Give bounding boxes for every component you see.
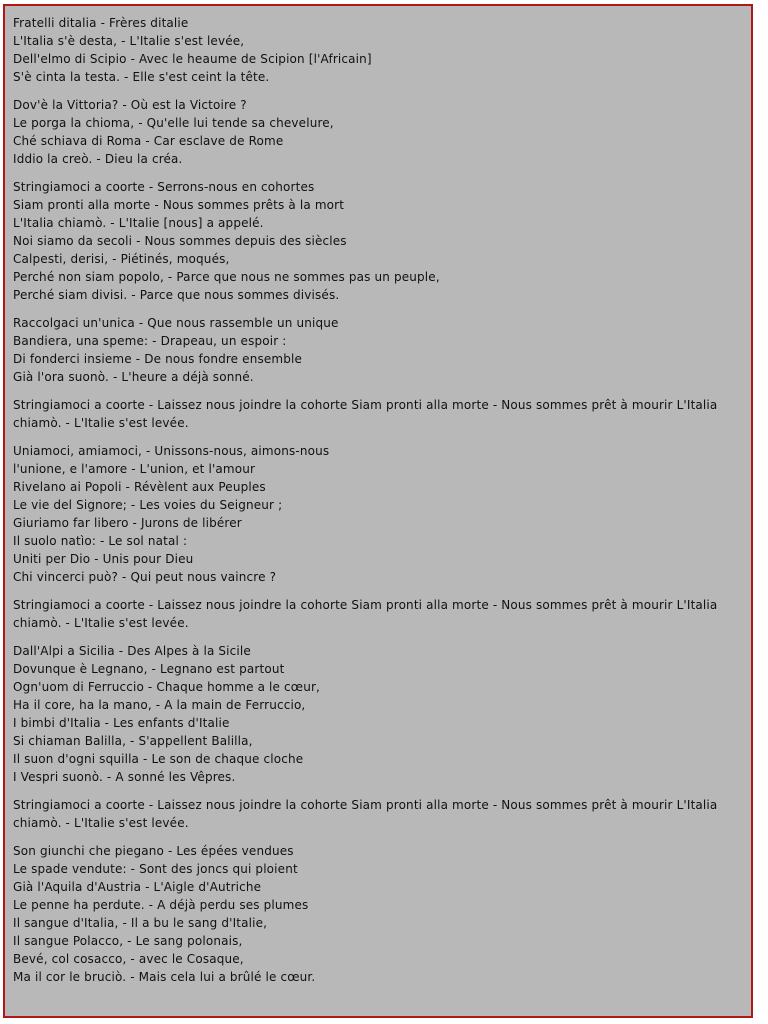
stanza xyxy=(13,642,745,786)
lyric-line: S'è cinta la testa. - Elle s'est ceint la tête. xyxy=(13,70,270,84)
lyric-line: Già l'ora suonò. - L'heure a déjà sonné. xyxy=(13,370,254,384)
lyric-line: Bevé, col cosacco, - avec le Cosaque, xyxy=(13,952,244,966)
lyric-line: Il suon d'ogni squilla - Le son de chaque cloche xyxy=(13,752,304,766)
lyric-line: Giuriamo far libero - Jurons de libérer xyxy=(13,516,242,530)
lyric-line: Dov'è la Vittoria? - Où est la Victoire ? xyxy=(13,98,247,112)
lyric-line: Ma il cor le bruciò. - Mais cela lui a brûlé le cœur. xyxy=(13,970,316,984)
lyric-line: Bandiera, una speme: - Drapeau, un espoir : xyxy=(13,334,287,348)
lyric-line: l'unione, e l'amore - L'union, et l'amour xyxy=(13,462,256,476)
lyric-line: Il suolo natìo: - Le sol natal : xyxy=(13,534,188,548)
lyric-line: Le porga la chioma, - Qu'elle lui tende sa chevelure, xyxy=(13,116,334,130)
stanza xyxy=(13,842,745,986)
lyric-line: Dell'elmo di Scipio - Avec le heaume de Scipion [l'Africain] xyxy=(13,52,372,66)
lyric-line: Siam pronti alla morte - Nous sommes prêts à la mort xyxy=(13,198,345,212)
lyric-line: I Vespri suonò. - A sonné les Vêpres. xyxy=(13,770,236,784)
lyric-line: Rivelano ai Popoli - Révèlent aux Peuples xyxy=(13,480,266,494)
lyric-line: Perché siam divisi. - Parce que nous sommes divisés. xyxy=(13,288,340,302)
lyric-line: L'Italia s'è desta, - L'Italie s'est levée, xyxy=(13,34,245,48)
lyric-line: L'Italia chiamò. - L'Italie [nous] a appelé. xyxy=(13,216,264,230)
lyric-line: Dall'Alpi a Sicilia - Des Alpes à la Sicile xyxy=(13,644,251,658)
lyric-line: Uniamoci, amiamoci, - Unissons-nous, aimons-nous xyxy=(13,444,330,458)
lyric-line: Le penne ha perdute. - A déjà perdu ses plumes xyxy=(13,898,309,912)
lyric-line: Si chiaman Balilla, - S'appellent Balilla, xyxy=(13,734,253,748)
lyric-line: I bimbi d'Italia - Les enfants d'Italie xyxy=(13,716,230,730)
refrain-stanza xyxy=(13,396,745,432)
lyric-line: Noi siamo da secoli - Nous sommes depuis des siècles xyxy=(13,234,347,248)
lyric-line: Ché schiava di Roma - Car esclave de Rome xyxy=(13,134,284,148)
lyric-line: Perché non siam popolo, - Parce que nous ne sommes pas un peuple, xyxy=(13,270,440,284)
stanza xyxy=(13,442,745,586)
lyric-line: Dovunque è Legnano, - Legnano est partout xyxy=(13,662,285,676)
lyric-line: Le vie del Signore; - Les voies du Seigneur ; xyxy=(13,498,283,512)
lyric-line: Le spade vendute: - Sont des joncs qui ploient xyxy=(13,862,298,876)
lyric-line: Il sangue Polacco, - Le sang polonais, xyxy=(13,934,243,948)
lyric-line: Son giunchi che piegano - Les épées vendues xyxy=(13,844,294,858)
lyric-line: Già l'Aquila d'Austria - L'Aigle d'Autriche xyxy=(13,880,262,894)
lyric-line: Iddio la creò. - Dieu la créa. xyxy=(13,152,183,166)
lyric-line: Uniti per Dio - Unis pour Dieu xyxy=(13,552,194,566)
refrain-stanza xyxy=(13,596,745,632)
lyric-line: Ogn'uom di Ferruccio - Chaque homme a le cœur, xyxy=(13,680,321,694)
stanza xyxy=(13,14,745,86)
refrain-stanza xyxy=(13,796,745,832)
lyric-line: Stringiamoci a coorte - Laissez nous joindre la cohorte Siam pronti alla morte - Nous sommes prêt à mourir L'Italia chiamò. - L'Italie s'est levée. xyxy=(13,798,718,830)
lyrics-panel xyxy=(3,4,753,1018)
lyric-line: Calpesti, derisi, - Piétinés, moqués, xyxy=(13,252,230,266)
lyric-line: Fratelli ditalia - Frères ditalie xyxy=(13,16,189,30)
stanza xyxy=(13,314,745,386)
lyric-line: Di fonderci insieme - De nous fondre ensemble xyxy=(13,352,303,366)
lyric-line: Il sangue d'Italia, - Il a bu le sang d'Italie, xyxy=(13,916,268,930)
lyric-line: Stringiamoci a coorte - Serrons-nous en cohortes xyxy=(13,180,315,194)
stanza xyxy=(13,178,745,304)
lyric-line: Stringiamoci a coorte - Laissez nous joindre la cohorte Siam pronti alla morte - Nous sommes prêt à mourir L'Italia chiamò. - L'Italie s'est levée. xyxy=(13,598,718,630)
lyric-line: Raccolgaci un'unica - Que nous rassemble un unique xyxy=(13,316,339,330)
lyric-line: Stringiamoci a coorte - Laissez nous joindre la cohorte Siam pronti alla morte - Nous sommes prêt à mourir L'Italia chiamò. - L'Italie s'est levée. xyxy=(13,398,718,430)
stanza xyxy=(13,96,745,168)
lyric-line: Ha il core, ha la mano, - A la main de Ferruccio, xyxy=(13,698,306,712)
lyric-line: Chi vincerci può? - Qui peut nous vaincre ? xyxy=(13,570,277,584)
